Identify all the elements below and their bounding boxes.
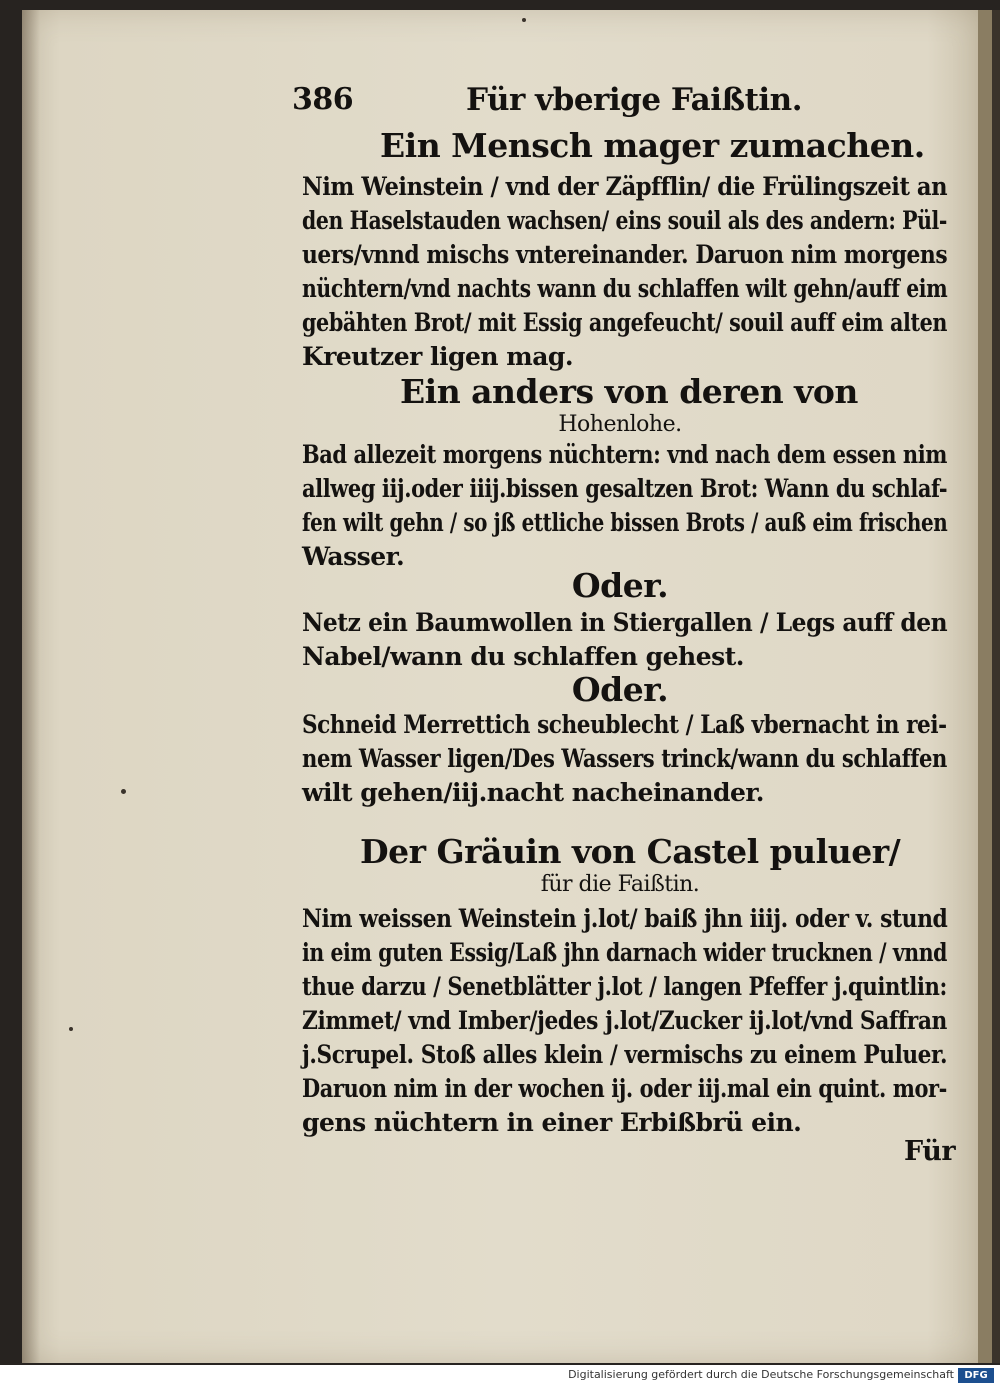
- text-line: Zimmet/ vnd Imber/jedes j.lot/Zucker ij.lot/vnd Saffran: [302, 1006, 947, 1035]
- section-heading: Ein anders von deren von: [400, 372, 858, 411]
- text-line: fen wilt gehn / so jß ettliche bissen Brots / auß eim frischen: [302, 508, 948, 537]
- text-line: Kreutzer ligen mag.: [302, 342, 574, 371]
- text-line: Bad allezeit morgens nüchtern: vnd nach dem essen nim: [302, 440, 947, 469]
- dfg-logo: DFG: [958, 1368, 994, 1383]
- section-heading: Oder.: [571, 566, 669, 605]
- text-line: Netz ein Baumwollen in Stiergallen / Legs auff den: [302, 608, 948, 637]
- paper-speck: [121, 789, 126, 794]
- text-line: gens nüchtern in einer Erbißbrü ein.: [302, 1108, 802, 1137]
- text-line: uers/vnnd mischs vntereinander. Daruon nim morgens: [302, 240, 948, 269]
- text-line: thue darzu / Senetblätter j.lot / langen Pfeffer j.quintlin:: [302, 972, 947, 1001]
- text-line: in eim guten Essig/Laß jhn darnach wider trucknen / vnnd: [302, 938, 948, 967]
- text-line: gebähten Brot/ mit Essig angefeucht/ souil auff eim alten: [302, 308, 947, 337]
- page-number: 386: [292, 82, 354, 117]
- footer-credit: Digitalisierung gefördert durch die Deutsche Forschungsgemeinschaft: [568, 1368, 954, 1381]
- footer-bar: [0, 1365, 1000, 1387]
- text-line: Wasser.: [302, 542, 405, 571]
- paper-speck: [522, 18, 526, 22]
- text-line: nüchtern/vnd nachts wann du schlaffen wilt gehn/auff eim: [302, 274, 948, 303]
- text-line: j.Scrupel. Stoß alles klein / vermischs zu einem Puluer.: [302, 1040, 948, 1069]
- text-line: wilt gehen/iij.nacht nacheinander.: [302, 778, 765, 807]
- section-heading: Der Gräuin von Castel puluer/: [360, 832, 901, 871]
- section-subheading: für die Faißtin.: [540, 872, 700, 897]
- paper-speck: [69, 1027, 73, 1031]
- text-line: Schneid Merrettich scheublecht / Laß vbernacht in rei-: [302, 710, 947, 739]
- section-heading: Ein Mensch mager zumachen.: [380, 126, 925, 165]
- section-subheading: Hohenlohe.: [558, 412, 682, 437]
- text-line: allweg iij.oder iiij.bissen gesaltzen Brot: Wann du schlaf-: [302, 474, 948, 503]
- text-line: Daruon nim in der wochen ij. oder iij.mal ein quint. mor-: [302, 1074, 947, 1103]
- running-head: Für vberige Faißtin.: [466, 82, 802, 118]
- text-line: den Haselstauden wachsen/ eins souil als des andern: Pül-: [302, 206, 947, 235]
- text-line: Nim weissen Weinstein j.lot/ baiß jhn iiij. oder v. stund: [302, 904, 948, 933]
- text-line: Nabel/wann du schlaffen gehest.: [302, 642, 744, 671]
- text-line: nem Wasser ligen/Des Wassers trinck/wann du schlaffen: [302, 744, 947, 773]
- section-heading: Oder.: [571, 670, 669, 709]
- text-line: Nim Weinstein / vnd der Zäpfflin/ die Frülingszeit an: [302, 172, 948, 201]
- catchword: Für: [904, 1136, 956, 1167]
